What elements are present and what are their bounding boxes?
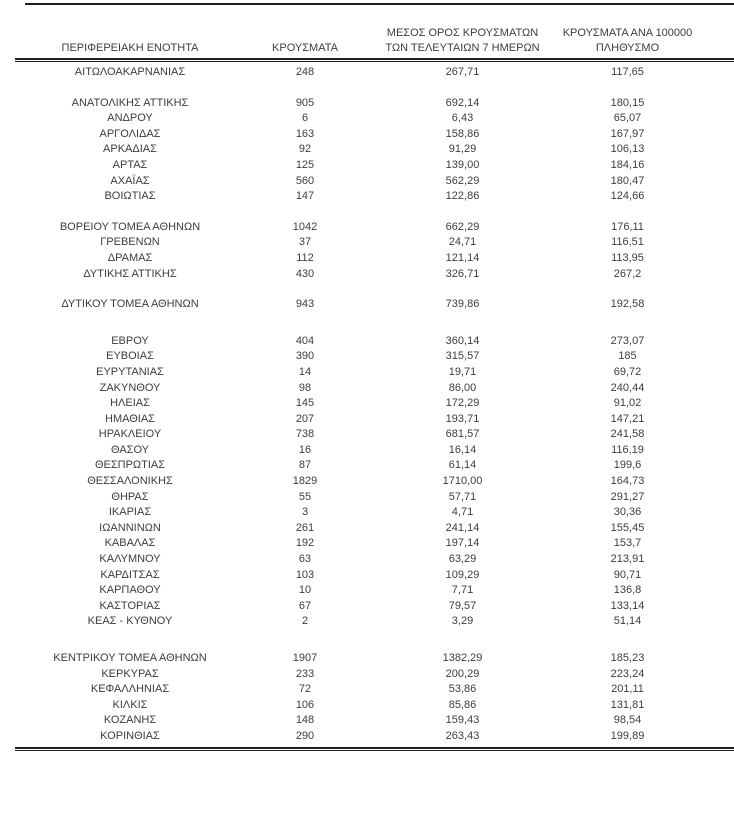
cases-cell: 261 [295, 521, 315, 534]
per-100k-cell: 167,97 [610, 127, 645, 140]
avg-7day-cell: 61,14 [448, 459, 477, 472]
region-name-cell: ΔΥΤΙΚΟΥ ΤΟΜΕΑ ΑΘΗΝΩΝ [61, 298, 199, 311]
region-group [0, 334, 734, 630]
table-row [0, 521, 734, 537]
column-header-avg-7day-line1: ΜΕΣΟΣ ΟΡΟΣ ΚΡΟΥΣΜΑΤΩΝ [386, 27, 539, 39]
avg-7day-cell: 158,86 [445, 127, 480, 140]
avg-7day-cell: 739,86 [445, 298, 480, 311]
per-100k-cell: 184,16 [610, 158, 645, 171]
top-rule [25, 3, 734, 5]
region-name-cell: ΑΝΑΤΟΛΙΚΗΣ ΑΤΤΙΚΗΣ [71, 96, 189, 109]
table-row [0, 235, 734, 251]
per-100k-cell: 164,73 [610, 475, 645, 488]
regional-cases-table [0, 26, 734, 751]
region-name-cell: ΑΙΤΩΛΟΑΚΑΡΝΑΝΙΑΣ [74, 66, 186, 78]
region-name-cell: ΗΜΑΘΙΑΣ [105, 412, 155, 425]
cases-cell: 248 [295, 66, 315, 78]
cases-cell: 2 [301, 615, 309, 628]
cases-cell: 14 [298, 365, 312, 378]
per-100k-cell: 155,45 [610, 521, 645, 534]
avg-7day-cell: 200,29 [445, 667, 480, 680]
cases-cell: 6 [301, 112, 309, 125]
table-row [0, 267, 734, 283]
table-row [0, 142, 734, 158]
cases-cell: 738 [295, 428, 315, 441]
cases-cell: 55 [298, 490, 312, 503]
region-name-cell: ΔΥΤΙΚΗΣ ΑΤΤΙΚΗΣ [83, 267, 177, 280]
table-row [0, 96, 734, 112]
region-group [0, 65, 734, 81]
avg-7day-cell: 681,57 [445, 428, 480, 441]
avg-7day-cell: 85,86 [448, 698, 477, 711]
cases-cell: 1042 [292, 220, 318, 233]
table-row [0, 490, 734, 506]
per-100k-cell: 273,07 [610, 334, 645, 347]
avg-7day-cell: 53,86 [448, 683, 477, 696]
table-row [0, 583, 734, 599]
bottom-rule [15, 747, 734, 751]
region-group [0, 297, 734, 313]
table-row [0, 536, 734, 552]
table-row [0, 505, 734, 521]
region-name-cell: ΒΟΡΕΙΟΥ ΤΟΜΕΑ ΑΘΗΝΩΝ [59, 220, 201, 233]
per-100k-cell: 69,72 [613, 365, 642, 378]
region-name-cell: ΚΙΛΚΙΣ [112, 698, 148, 711]
table-row [0, 614, 734, 630]
region-name-cell: ΑΧΑΪΑΣ [110, 174, 150, 187]
per-100k-cell: 113,95 [611, 251, 644, 264]
region-name-cell: ΑΡΚΑΔΙΑΣ [103, 143, 157, 156]
region-name-cell: ΒΟΙΩΤΙΑΣ [104, 190, 156, 203]
region-name-cell: ΕΥΒΟΙΑΣ [106, 350, 154, 363]
region-name-cell: ΚΑΛΥΜΝΟΥ [99, 553, 161, 566]
table-row [0, 458, 734, 474]
region-name-cell: ΗΛΕΙΑΣ [110, 397, 150, 410]
per-100k-cell: 65,07 [613, 112, 642, 125]
avg-7day-cell: 1710,00 [442, 475, 483, 488]
column-header-per-100k [563, 26, 693, 56]
per-100k-cell: 185 [618, 350, 637, 363]
avg-7day-cell: 172,29 [445, 397, 480, 410]
avg-7day-cell: 562,29 [445, 174, 480, 187]
per-100k-cell: 185,23 [610, 652, 645, 664]
cases-cell: 3 [301, 506, 309, 519]
per-100k-cell: 192,58 [610, 298, 645, 311]
table-row [0, 349, 734, 365]
region-name-cell: ΚΕΦΑΛΛΗΝΙΑΣ [90, 683, 170, 696]
cases-cell: 390 [295, 350, 315, 363]
cases-cell: 905 [295, 96, 315, 109]
per-100k-cell: 90,71 [613, 568, 642, 581]
per-100k-cell: 241,58 [610, 428, 645, 441]
cases-cell: 430 [295, 267, 315, 280]
cases-cell: 63 [298, 553, 312, 566]
column-header-avg-7day-line2: ΤΩΝ ΤΕΛΕΥΤΑΙΩΝ 7 ΗΜΕΡΩΝ [385, 42, 540, 54]
region-group [0, 651, 734, 745]
region-name-cell: ΖΑΚΥΝΘΟΥ [99, 381, 161, 394]
avg-7day-cell: 3,29 [451, 615, 474, 628]
cases-cell: 147 [295, 190, 315, 203]
column-header-cases [272, 41, 338, 56]
per-100k-cell: 131,81 [610, 698, 645, 711]
column-header-per-100k-line1: ΚΡΟΥΣΜΑΤΑ ΑΝΑ 100000 [562, 27, 693, 39]
per-100k-cell: 133,14 [610, 599, 645, 612]
table-row [0, 365, 734, 381]
table-row [0, 682, 734, 698]
region-name-cell: ΘΑΣΟΥ [110, 443, 150, 456]
region-name-cell: ΑΡΤΑΣ [112, 158, 148, 171]
region-name-cell: ΚΑΒΑΛΑΣ [104, 537, 156, 550]
cases-cell: 87 [298, 459, 312, 472]
table-row [0, 427, 734, 443]
avg-7day-cell: 1382,29 [442, 652, 483, 664]
per-100k-cell: 199,89 [610, 729, 645, 742]
region-name-cell: ΑΝΔΡΟΥ [107, 112, 153, 125]
region-name-cell: ΙΩΑΝΝΙΝΩΝ [99, 521, 161, 534]
per-100k-cell: 116,19 [611, 443, 644, 456]
cases-cell: 163 [295, 127, 315, 140]
per-100k-cell: 117,65 [611, 66, 644, 78]
cases-cell: 16 [298, 443, 312, 456]
avg-7day-cell: 79,57 [448, 599, 477, 612]
table-row [0, 474, 734, 490]
table-row [0, 334, 734, 350]
table-row [0, 713, 734, 729]
table-row [0, 189, 734, 205]
per-100k-cell: 201,11 [611, 683, 644, 696]
region-name-cell: ΚΟΡΙΝΘΙΑΣ [100, 729, 160, 742]
table-row [0, 568, 734, 584]
avg-7day-cell: 360,14 [445, 334, 480, 347]
per-100k-cell: 51,14 [613, 615, 642, 628]
cases-cell: 72 [298, 683, 312, 696]
cases-cell: 192 [295, 537, 315, 550]
avg-7day-cell: 122,86 [445, 190, 480, 203]
avg-7day-cell: 57,71 [448, 490, 477, 503]
per-100k-cell: 98,54 [613, 714, 642, 727]
cases-cell: 1829 [292, 475, 318, 488]
per-100k-cell: 199,6 [613, 459, 642, 472]
table-row [0, 443, 734, 459]
avg-7day-cell: 326,71 [445, 267, 480, 280]
table-row [0, 251, 734, 267]
cases-cell: 207 [295, 412, 315, 425]
cases-cell: 560 [295, 174, 315, 187]
region-name-cell: ΔΡΑΜΑΣ [107, 251, 153, 264]
per-100k-cell: 223,24 [610, 667, 645, 680]
table-row [0, 599, 734, 615]
table-row [0, 65, 734, 81]
avg-7day-cell: 197,14 [445, 537, 480, 550]
avg-7day-cell: 241,14 [445, 521, 480, 534]
table-row [0, 729, 734, 745]
column-header-region [62, 41, 199, 56]
per-100k-cell: 291,27 [610, 490, 645, 503]
avg-7day-cell: 267,71 [445, 66, 480, 78]
per-100k-cell: 91,02 [613, 397, 642, 410]
per-100k-cell: 176,11 [611, 220, 644, 233]
per-100k-cell: 180,47 [610, 174, 645, 187]
per-100k-cell: 136,8 [613, 584, 642, 597]
table-row [0, 111, 734, 127]
region-name-cell: ΘΕΣΣΑΛΟΝΙΚΗΣ [87, 475, 173, 488]
region-name-cell: ΘΕΣΠΡΩΤΙΑΣ [94, 459, 166, 472]
region-group [0, 96, 734, 205]
avg-7day-cell: 159,43 [445, 714, 480, 727]
region-name-cell: ΑΡΓΟΛΙΔΑΣ [99, 127, 161, 140]
cases-cell: 67 [298, 599, 312, 612]
table-row [0, 412, 734, 428]
cases-cell: 103 [295, 568, 315, 581]
table-header [0, 26, 734, 58]
cases-cell: 290 [295, 729, 315, 742]
table-body [0, 62, 734, 745]
avg-7day-cell: 7,71 [451, 584, 474, 597]
region-name-cell: ΚΕΝΤΡΙΚΟΥ ΤΟΜΕΑ ΑΘΗΝΩΝ [53, 652, 207, 664]
cases-cell: 92 [298, 143, 312, 156]
region-name-cell: ΕΥΡΥΤΑΝΙΑΣ [96, 365, 164, 378]
cases-cell: 943 [295, 298, 315, 311]
avg-7day-cell: 315,57 [445, 350, 480, 363]
avg-7day-cell: 139,00 [445, 158, 480, 171]
cases-cell: 37 [298, 236, 312, 249]
region-name-cell: ΚΑΡΔΙΤΣΑΣ [100, 568, 160, 581]
region-name-cell: ΓΡΕΒΕΝΩΝ [100, 236, 160, 249]
table-row [0, 698, 734, 714]
cases-cell: 148 [295, 714, 315, 727]
table-row [0, 381, 734, 397]
table-row [0, 651, 734, 667]
avg-7day-cell: 6,43 [451, 112, 474, 125]
per-100k-cell: 147,21 [610, 412, 645, 425]
region-group [0, 220, 734, 282]
cases-cell: 106 [295, 698, 315, 711]
region-name-cell: ΘΗΡΑΣ [111, 490, 149, 503]
per-100k-cell: 124,66 [610, 190, 645, 203]
avg-7day-cell: 19,71 [448, 365, 477, 378]
cases-cell: 145 [295, 397, 315, 410]
region-name-cell: ΚΑΡΠΑΘΟΥ [99, 584, 161, 597]
region-name-cell: ΙΚΑΡΙΑΣ [108, 506, 152, 519]
table-row [0, 396, 734, 412]
table-row [0, 174, 734, 190]
avg-7day-cell: 109,29 [445, 568, 480, 581]
avg-7day-cell: 662,29 [445, 220, 480, 233]
cases-cell: 10 [298, 584, 312, 597]
avg-7day-cell: 91,29 [448, 143, 477, 156]
per-100k-cell: 116,51 [611, 236, 644, 249]
avg-7day-cell: 4,71 [451, 506, 474, 519]
table-row [0, 552, 734, 568]
per-100k-cell: 240,44 [610, 381, 645, 394]
column-header-avg-7day [385, 26, 539, 56]
column-header-per-100k-line2: ΠΛΗΘΥΣΜΟ [595, 42, 660, 54]
table-row [0, 127, 734, 143]
table-row [0, 297, 734, 313]
cases-cell: 98 [298, 381, 312, 394]
per-100k-cell: 267,2 [613, 267, 642, 280]
region-name-cell: ΚΟΖΑΝΗΣ [103, 714, 157, 727]
avg-7day-cell: 63,29 [448, 553, 477, 566]
avg-7day-cell: 263,43 [445, 729, 480, 742]
region-name-cell: ΚΕΑΣ - ΚΥΘΝΟΥ [87, 615, 173, 628]
per-100k-cell: 213,91 [610, 553, 645, 566]
avg-7day-cell: 86,00 [448, 381, 477, 394]
region-name-cell: ΚΑΣΤΟΡΙΑΣ [99, 599, 161, 612]
column-header-region-label: ΠΕΡΙΦΕΡΕΙΑΚΗ ΕΝΟΤΗΤΑ [61, 42, 199, 54]
per-100k-cell: 180,15 [610, 96, 645, 109]
cases-cell: 233 [295, 667, 315, 680]
avg-7day-cell: 24,71 [448, 236, 477, 249]
cases-cell: 1907 [292, 652, 318, 664]
region-name-cell: ΚΕΡΚΥΡΑΣ [101, 667, 159, 680]
table-row [0, 667, 734, 683]
avg-7day-cell: 193,71 [445, 412, 480, 425]
per-100k-cell: 30,36 [613, 506, 642, 519]
per-100k-cell: 153,7 [613, 537, 642, 550]
table-row [0, 220, 734, 236]
column-header-cases-label: ΚΡΟΥΣΜΑΤΑ [272, 42, 338, 54]
avg-7day-cell: 121,14 [445, 251, 480, 264]
cases-cell: 125 [295, 158, 315, 171]
cases-cell: 112 [296, 251, 314, 264]
cases-cell: 404 [295, 334, 315, 347]
region-name-cell: ΗΡΑΚΛΕΙΟΥ [98, 428, 162, 441]
per-100k-cell: 106,13 [610, 143, 645, 156]
avg-7day-cell: 692,14 [445, 96, 480, 109]
avg-7day-cell: 16,14 [448, 443, 477, 456]
table-row [0, 158, 734, 174]
region-name-cell: ΕΒΡΟΥ [111, 334, 149, 347]
